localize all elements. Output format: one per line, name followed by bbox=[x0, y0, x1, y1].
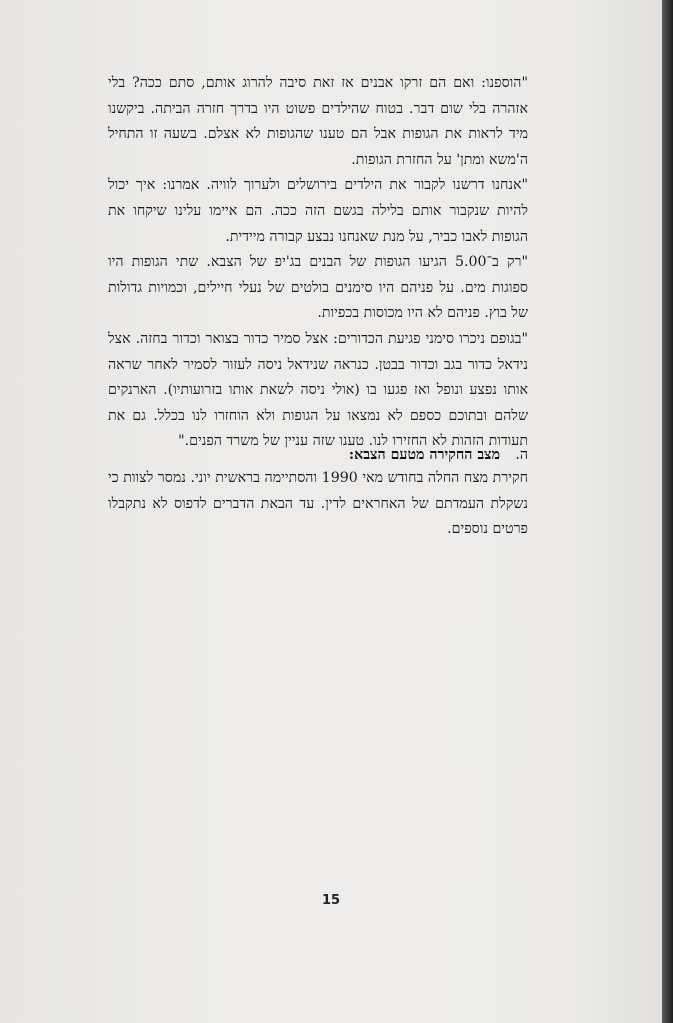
paragraph-3: "רק ב־5.00 הגיעו הגופות של הבנים בג'יפ של הצבא. שתי הגופות היו ספוגות מים. על פניהם היו סימנים בולטים של נעלי חיילים, וכמויות גדולות של בוץ. פניהם לא היו מכוסות בכפיות. bbox=[108, 254, 528, 322]
page-number: 15 bbox=[321, 893, 341, 908]
paragraph-4: "בגופם ניכרו סימני פגיעת הכדורים: אצל סמיר כדור בצואר וכדור בחזה. אצל נידאל כדור בגב וכדור בבטן. כנראה שנידאל ניסה לעזור לסמיר לאחר שראה אותו נפצע ונופל ואז פגעו בו (אולי ניסה לשאת אותו בזרועותיו). הארנקים שלהם ובתוכם כספם לא נמצאו על הגופות ולא הוחזרו לנו בכלל. גם את תעודות הזהות לא החזירו לנו. טענו שזה עניין של משרד הפנים." bbox=[108, 330, 528, 450]
section-title: מצב החקירה מטעם הצבא: bbox=[348, 447, 500, 463]
section-body-block bbox=[108, 466, 528, 543]
paragraph-1: "הוספנו: ואם הם זרקו אבנים אז זאת סיבה להרוג אותם, סתם ככה? בלי אזהרה בלי שום דבר. בטוח שהילדים פשוט היו בדרך חזרה הביתה. ביקשנו מיד לראות את הגופות אבל הם טענו שהגופות לא אצלם. בשעה זו התחיל ה'משא ומתן' על החזרת הגופות. bbox=[108, 75, 528, 168]
testimony-block bbox=[108, 71, 528, 455]
paragraph-2: "אנחנו דרשנו לקבור את הילדים בירושלים ולערוך לוויה. אמרנו: איך יכול להיות שנקבור אותם בלילה בגשם הזה ככה. הם איימו עלינו שיקחו את הגופות לאבו כביר, על מנת שאנחנו נבצע קבורה מיידית. bbox=[108, 177, 528, 245]
section-heading bbox=[108, 443, 528, 469]
section-number: ה. bbox=[515, 447, 528, 463]
section-body: חקירת מצח החלה בחודש מאי 1990 והסתיימה בראשית יוני. נמסר לצוות כי נשקלת העמדתם של האחראים לדין. עד הבאת הדברים לדפוס לא נתקבלו פרטים נוספים. bbox=[108, 470, 528, 538]
book-edge bbox=[662, 0, 673, 1023]
